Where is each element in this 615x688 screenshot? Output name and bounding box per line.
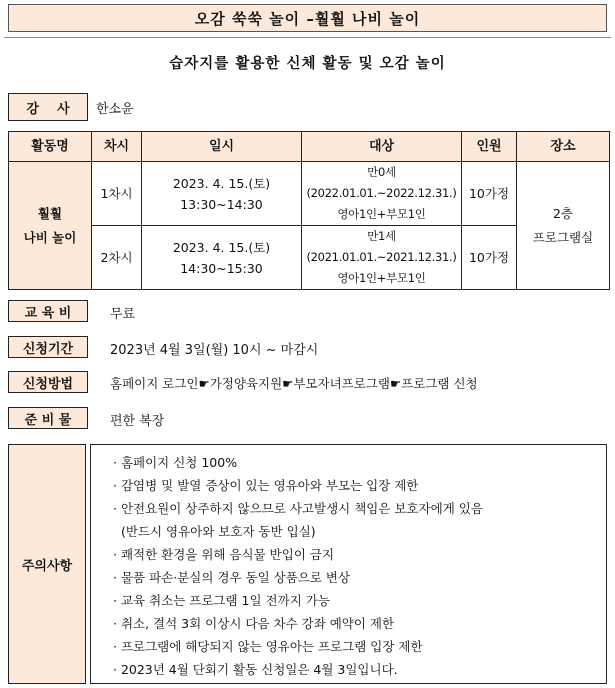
document-subtitle: 습자지를 활용한 신체 활동 및 오감 놀이: [169, 56, 446, 72]
location-cell: 2층 프로그램실: [517, 162, 610, 290]
notes-label: 주의사항: [8, 444, 86, 684]
document-title-text: 오감 쑥쑥 놀이 –훨훨 나비 놀이: [194, 9, 421, 28]
target-cell: 만1세 (2021.01.01.~2021.12.31.) 영아1인+부모1인: [302, 226, 462, 290]
list-item: · 취소, 결석 3회 이상시 다음 차수 강좌 예약이 제한: [113, 616, 395, 631]
fee-label: 교 육 비: [8, 300, 88, 322]
instructor-value: 한소윤: [96, 102, 134, 117]
datetime-cell: 2023. 4. 15.(토) 14:30~15:30: [142, 226, 302, 290]
list-item: · 프로그램에 해당되지 않는 영유아는 프로그램 입장 제한: [113, 639, 423, 654]
header-count: 인원: [462, 132, 517, 162]
notes-box: [90, 444, 607, 684]
apply-method-label: 신청방법: [8, 371, 88, 393]
fee-value: 무료: [110, 307, 136, 322]
list-item: · 교육 취소는 프로그램 1일 전까지 가능: [113, 593, 330, 608]
activity-name-cell: 훨훨 나비 놀이: [9, 162, 92, 290]
header-session: 차시: [92, 132, 142, 162]
list-item: · 감염병 및 발열 증상이 있는 영유아와 부모는 입장 제한: [113, 478, 419, 493]
count-cell: 10가정: [462, 162, 517, 226]
title-divider: [4, 37, 611, 38]
target-cell: 만0세 (2022.01.01.~2022.12.31.) 영아1인+부모1인: [302, 162, 462, 226]
list-item: · 쾌적한 환경을 위해 음식물 반입이 금지: [113, 547, 335, 562]
apply-period-label: 신청기간: [8, 336, 88, 358]
document-title: [8, 4, 607, 32]
header-target: 대상: [302, 132, 462, 162]
apply-period-value: 2023년 4월 3일(월) 10시 ~ 마감시: [110, 343, 319, 358]
list-item: · 홈페이지 신청 100%: [113, 455, 238, 470]
datetime-cell: 2023. 4. 15.(토) 13:30~14:30: [142, 162, 302, 226]
list-item: · 안전요원이 상주하지 않으므로 사고발생시 책임은 보호자에게 있음: [113, 501, 483, 516]
supplies-value: 편한 복장: [110, 414, 165, 429]
list-item: · 2023년 4월 단회기 활동 신청일은 4월 3일입니다.: [113, 662, 398, 677]
session-cell: 1차시: [92, 162, 142, 226]
supplies-label: 준 비 물: [8, 407, 88, 429]
list-item: · 물품 파손·분실의 경우 동일 상품으로 변상: [113, 570, 351, 585]
session-cell: 2차시: [92, 226, 142, 290]
schedule-header-row: [9, 132, 610, 162]
count-cell: 10가정: [462, 226, 517, 290]
header-activity: 활동명: [9, 132, 92, 162]
header-location: 장소: [517, 132, 610, 162]
list-item: (반드시 영유아와 보호자 동반 입실): [113, 524, 316, 539]
table-row: [9, 162, 610, 226]
apply-method-value: 홈페이지 로그인☛가정양육지원☛부모자녀프로그램☛프로그램 신청: [110, 376, 478, 391]
instructor-label: 강 사: [8, 93, 88, 121]
header-datetime: 일시: [142, 132, 302, 162]
schedule-table: [8, 131, 610, 290]
